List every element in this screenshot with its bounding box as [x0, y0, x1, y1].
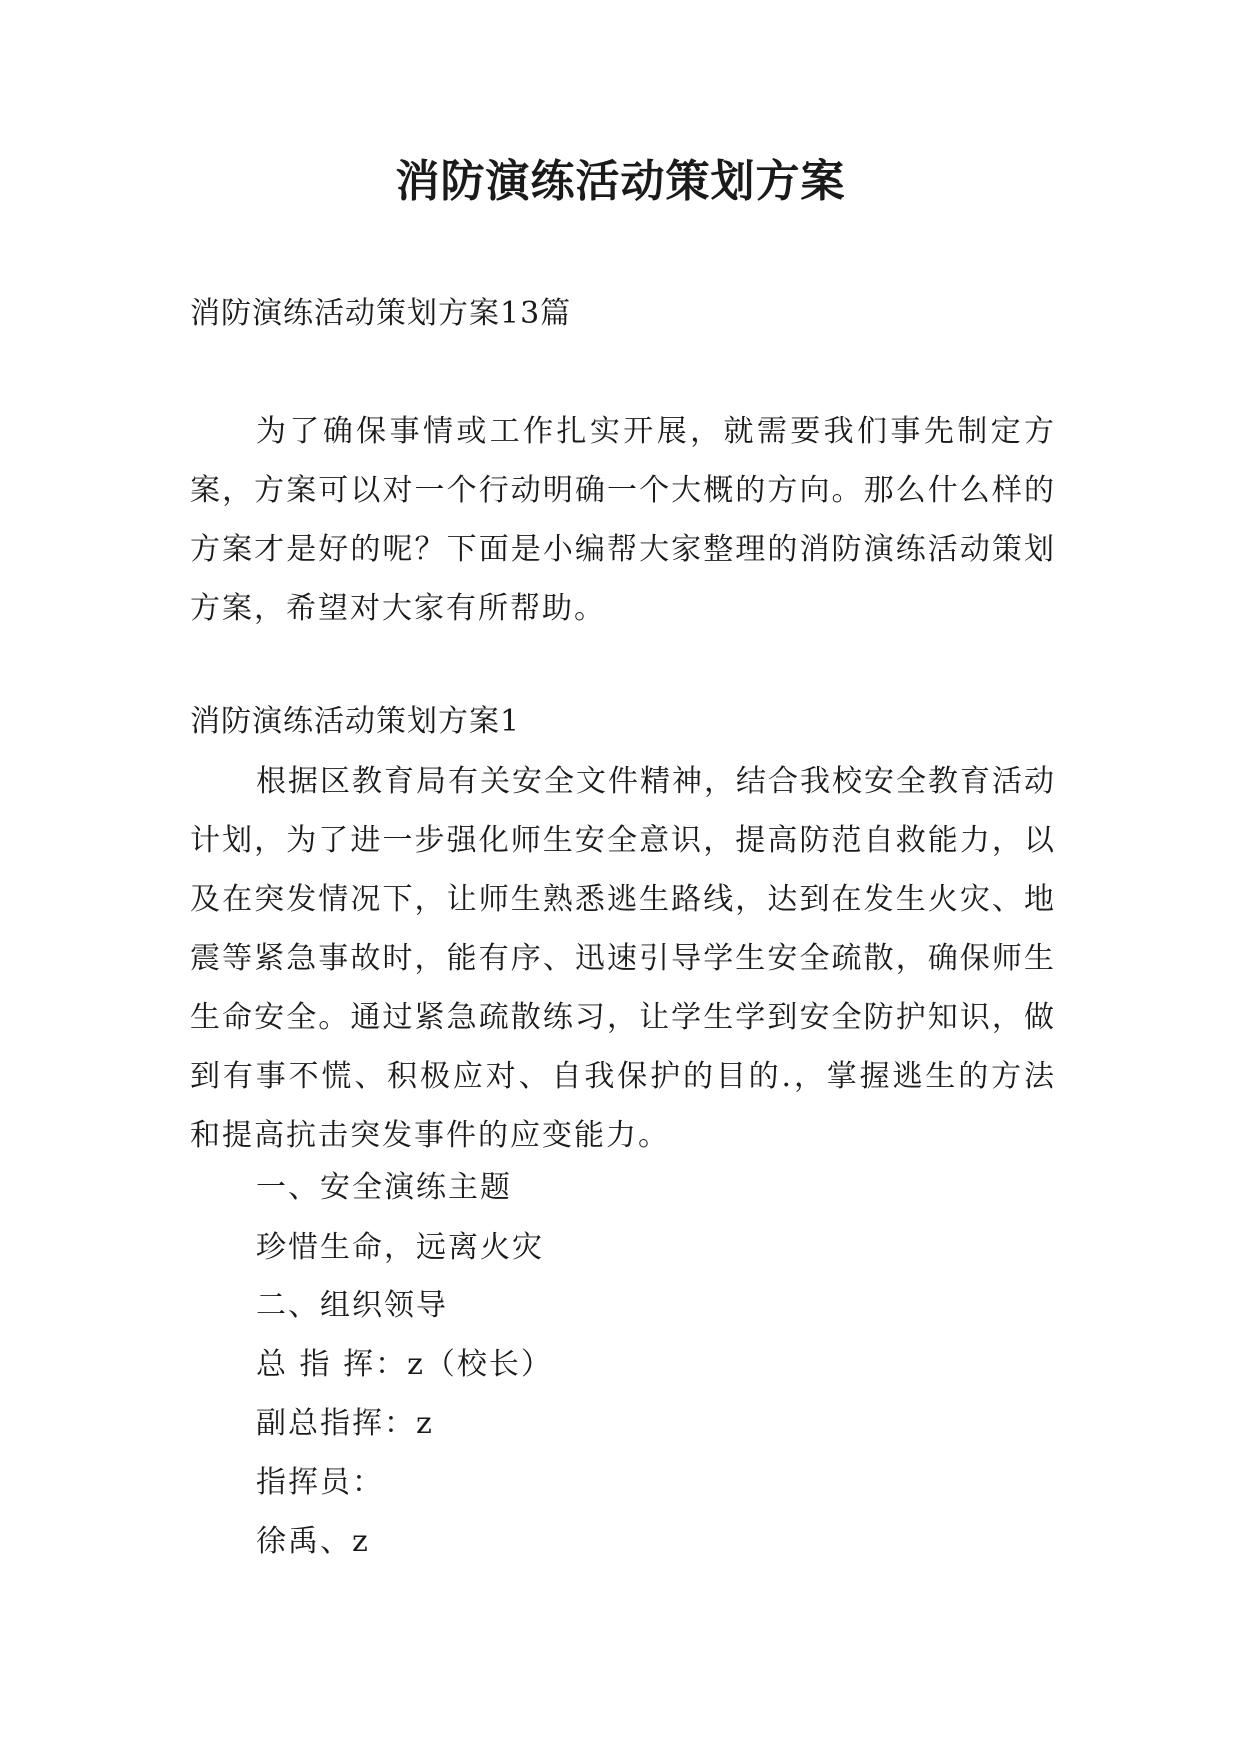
list-item-drill-theme-heading: 一、安全演练主题	[256, 1170, 512, 1205]
list-item-organization-heading: 二、组织领导	[256, 1288, 448, 1323]
list-item-commander: 总 指 挥：z（校长）	[256, 1347, 553, 1382]
list-item-drill-theme: 珍惜生命，远离火灾	[256, 1230, 544, 1265]
document-title: 消防演练活动策划方案	[395, 156, 846, 207]
list-item-deputy-commander: 副总指挥：z	[256, 1406, 434, 1441]
body-paragraph: 根据区教育局有关安全文件精神，结合我校安全教育活动计划，为了进一步强化师生安全意识，提高防范自救能力，以及在突发情况下，让师生熟悉逃生路线，达到在发生火灾、地震等紧急事故时，能有序、迅速引导学生安全疏散，确保师生生命安全。通过紧急疏散练习，让学生学到安全防护知识，做到有事不慌、积极应对、自我保护的目的.，掌握逃生的方法和提高抗击突发事件的应变能力。	[190, 764, 1056, 1153]
intro-paragraph: 为了确保事情或工作扎实开展，就需要我们事先制定方案，方案可以对一个行动明确一个大概的方向。那么什么样的方案才是好的呢？下面是小编帮大家整理的消防演练活动策划方案，希望对大家有所帮助。	[190, 414, 1056, 626]
list-item-directors-label: 指挥员：	[256, 1465, 384, 1500]
document-subtitle: 消防演练活动策划方案13篇	[190, 296, 572, 331]
section-heading: 消防演练活动策划方案1	[190, 704, 521, 739]
list-item-directors-names: 徐禹、z	[256, 1524, 370, 1559]
